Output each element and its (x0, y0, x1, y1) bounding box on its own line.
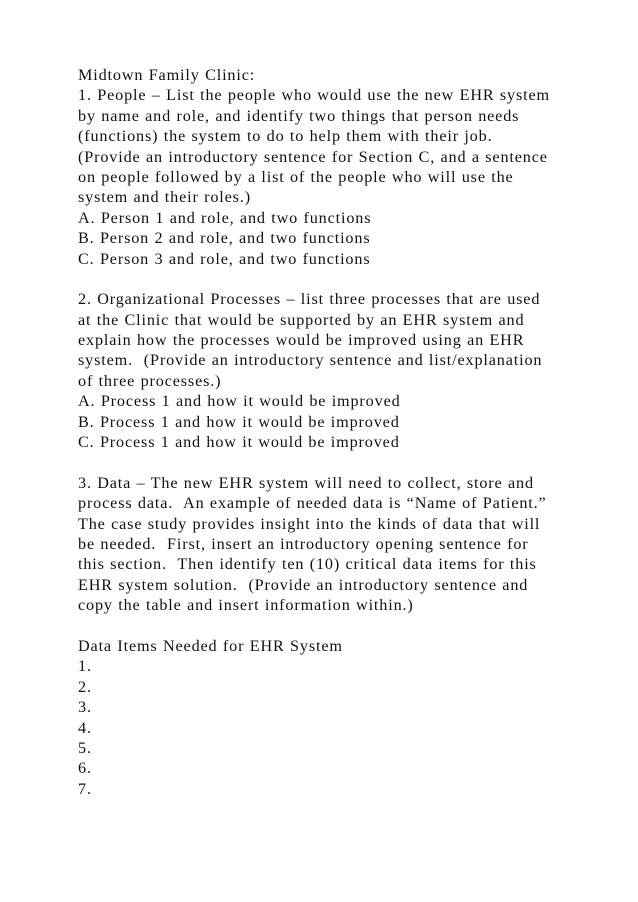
numbered-item: 5. (78, 738, 92, 757)
text-line: The case study provides insight into the kinds of data that will (78, 514, 541, 533)
numbered-item: 2. (78, 677, 92, 696)
list-item: C. Process 1 and how it would be improved (78, 433, 400, 452)
text-line: this section. Then identify ten (10) critical data items for this (78, 555, 537, 574)
list-item: A. Process 1 and how it would be improved (78, 392, 401, 411)
document-page (78, 65, 608, 799)
text-line: at the Clinic that would be supported by an EHR system and (78, 310, 525, 329)
numbered-item: 4. (78, 718, 92, 737)
list-item: B. Process 1 and how it would be improved (78, 412, 400, 431)
section-1-heading: 1. People – List the people who would use the new EHR system (78, 86, 550, 105)
blank-line (78, 616, 608, 636)
text-line: system and their roles.) (78, 188, 251, 207)
document-title: Midtown Family Clinic: (78, 66, 256, 84)
text-line: system. (Provide an introductory sentence and list/explanation (78, 351, 543, 370)
text-line: (functions) the system to do to help them with their job. (78, 127, 493, 146)
list-item: A. Person 1 and role, and two functions (78, 208, 372, 227)
text-line: explain how the processes would be improved using an EHR (78, 331, 525, 350)
numbered-item: 1. (78, 657, 92, 676)
text-line: process data. An example of needed data is “Name of Patient.” (78, 494, 547, 513)
text-line: (Provide an introductory sentence for Section C, and a sentence (78, 147, 548, 166)
list-item: C. Person 3 and role, and two functions (78, 249, 371, 268)
data-items-heading: Data Items Needed for EHR System (78, 636, 343, 655)
blank-line (78, 269, 608, 289)
text-line: copy the table and insert information within.) (78, 596, 414, 615)
text-line: EHR system solution. (Provide an introductory sentence and (78, 575, 529, 594)
text-line: be needed. First, insert an introductory opening sentence for (78, 534, 529, 553)
list-item: B. Person 2 and role, and two functions (78, 229, 371, 248)
section-3-heading: 3. Data – The new EHR system will need to collect, store and (78, 473, 534, 492)
numbered-item: 3. (78, 698, 92, 717)
text-line: of three processes.) (78, 371, 222, 390)
text-line: on people followed by a list of the people who will use the (78, 167, 514, 186)
text-line: by name and role, and identify two things that person needs (78, 106, 520, 125)
numbered-item: 7. (78, 779, 92, 798)
blank-line (78, 452, 608, 472)
section-2-heading: 2. Organizational Processes – list three processes that are used (78, 290, 541, 309)
numbered-item: 6. (78, 759, 92, 778)
